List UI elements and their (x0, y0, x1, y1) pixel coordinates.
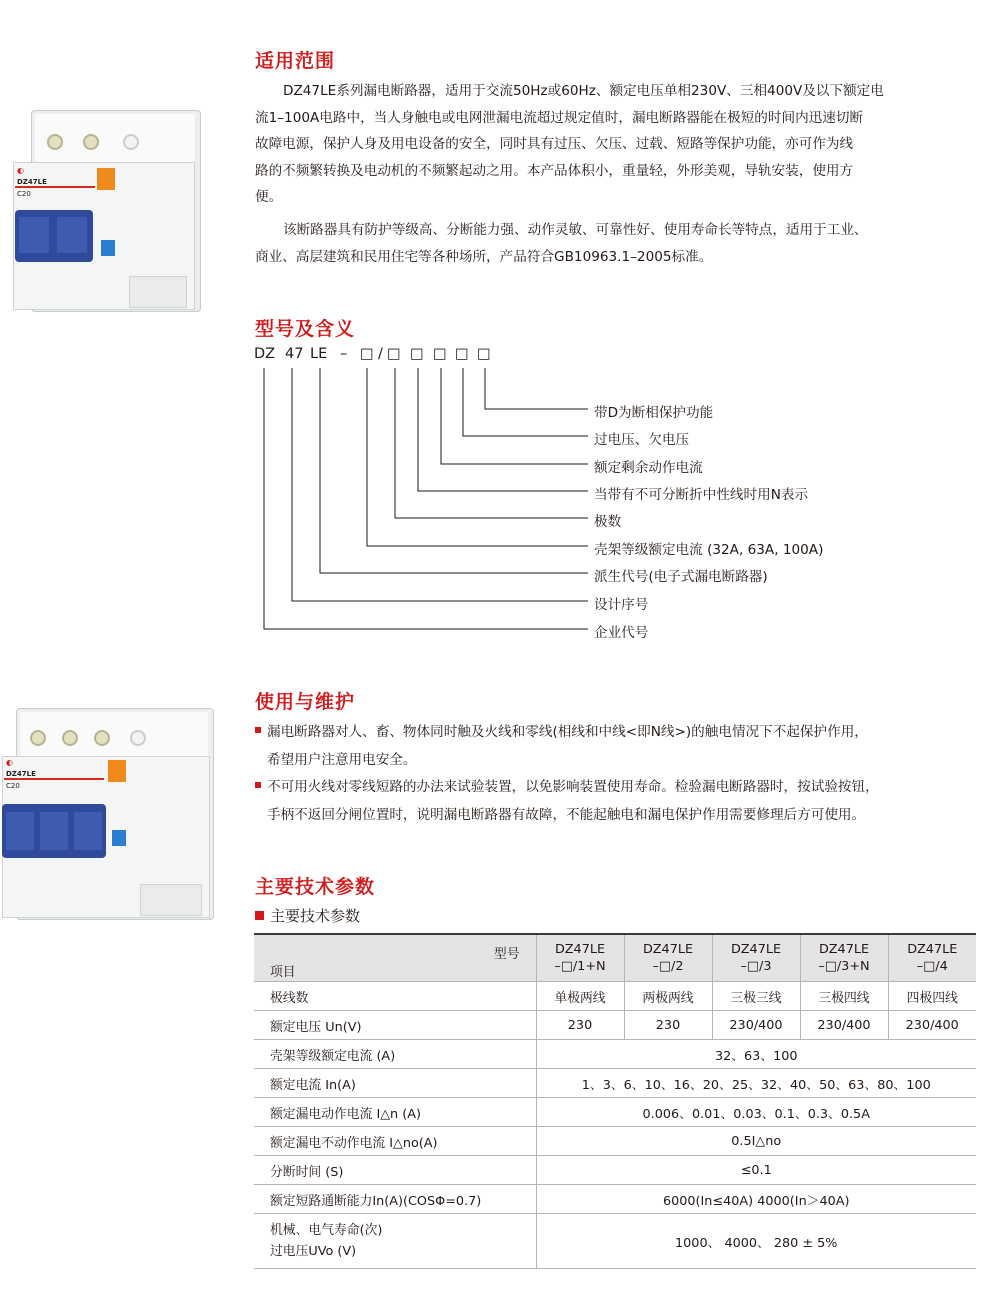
bullet-square-icon (255, 911, 264, 920)
breaker-model-label: DZ47LE (6, 770, 36, 778)
table-row (254, 1069, 976, 1098)
cell: 单极两线 (536, 982, 624, 1011)
merged-cell: 32、63、100 (536, 1040, 976, 1069)
leader-line (418, 368, 588, 491)
header-model-label: 型号 (493, 947, 520, 962)
row-label: 壳架等级额定电流 (A) (254, 1040, 536, 1069)
model-header-cell: DZ47LE –□/1+N (536, 935, 624, 982)
table-row (254, 982, 976, 1011)
model-code-box: □ (477, 346, 491, 362)
legend-frame-current: 壳架等级额定电流 (32A, 63A, 100A) (594, 542, 824, 558)
leader-line (485, 368, 588, 409)
legend-company-code: 企业代号 (594, 625, 649, 641)
cell: 230 (536, 1011, 624, 1040)
merged-cell: 1、3、6、10、16、20、25、32、40、50、63、80、100 (536, 1069, 976, 1098)
scope-line: 便。 (255, 189, 283, 205)
row-label-multiline: 机械、电气寿命(次) 过电压UVo (V) (254, 1214, 536, 1269)
leader-line (264, 368, 588, 629)
table-row (254, 1127, 976, 1156)
legend-over-under-voltage: 过电压、欠电压 (594, 432, 690, 448)
legend-neutral: 当带有不可分断折中性线时用N表示 (594, 487, 809, 503)
model-code-dz: DZ (254, 346, 276, 362)
bullet-square-icon (255, 782, 261, 788)
section-title-scope: 适用范围 (255, 50, 336, 72)
legend-residual-current: 额定剩余动作电流 (594, 460, 703, 476)
terminal-screw-icon (130, 730, 146, 746)
row-label: 额定漏电不动作电流 I△no(A) (254, 1127, 536, 1156)
leader-line (463, 368, 588, 436)
cell: 230/400 (888, 1011, 976, 1040)
usage-bullet: 漏电断路器对人、畜、物体同时触及火线和零线(相线和中线<即N线>)的触电情况下不起保护作用， 希望用户注意用电安全。 (255, 719, 985, 774)
model-code-dash: – (340, 346, 348, 362)
leader-line (367, 368, 588, 546)
cell: 四极四线 (888, 982, 976, 1011)
scope-line: 故障电源，保护人身及用电设备的安全，同时具有过压、欠压、过载、短路等保护功能，亦可作为线 (255, 136, 854, 152)
model-code-box: □ (387, 346, 401, 362)
model-header-cell: DZ47LE –□/4 (888, 935, 976, 982)
merged-cell: 0.006、0.01、0.03、0.1、0.3、0.5A (536, 1098, 976, 1127)
legend-derivative-code: 派生代号(电子式漏电断路器) (594, 569, 768, 585)
leader-line (320, 368, 588, 573)
cell: 三极四线 (800, 982, 888, 1011)
legend-design-number: 设计序号 (594, 597, 649, 613)
table-row (254, 1185, 976, 1214)
model-header-cell: DZ47LE –□/2 (624, 935, 712, 982)
merged-cell: 0.5I△no (536, 1127, 976, 1156)
table-row (254, 1214, 976, 1269)
model-code-box: □ (360, 346, 374, 362)
terminal-screw-icon (30, 730, 46, 746)
row-label: 分断时间 (S) (254, 1156, 536, 1185)
header-corner-cell (254, 935, 536, 982)
usage-bullet: 不可用火线对零线短路的办法来试验装置，以免影响装置使用寿命。检验漏电断路器时，按试验按钮， 手柄不返回分闸位置时，说明漏电断路器有故障，不能起触电和漏电保护作用需要修理后方可使用。 (255, 774, 985, 829)
section-title-usage: 使用与维护 (255, 691, 356, 713)
scope-line: 路的不频繁转换及电动机的不频繁起动之用。本产品体积小，重量轻，外形美观，导轨安装，使用方 (255, 162, 854, 179)
legend-poles: 极数 (594, 514, 622, 530)
section-title-specs: 主要技术参数 (255, 876, 376, 898)
merged-cell: 1000、 4000、 280 ± 5% (536, 1214, 976, 1269)
specs-subtitle: 主要技术参数 (255, 905, 360, 926)
cell: 230/400 (712, 1011, 800, 1040)
row-label: 极线数 (254, 982, 536, 1011)
row-label: 额定电压 Un(V) (254, 1011, 536, 1040)
model-code-box: □ (455, 346, 469, 362)
scope-line: 商业、高层建筑和民用住宅等各种场所，产品符合GB10963.1–2005标准。 (255, 248, 713, 265)
scope-line: 该断路器具有防护等级高、分断能力强、动作灵敏、可靠性好、使用寿命长等特点，适用于工业、 (283, 222, 868, 238)
leader-line (395, 368, 588, 518)
table-header-row (254, 935, 976, 982)
bullet-square-icon (255, 727, 261, 733)
scope-line: DZ47LE系列漏电断路器，适用于交流50Hz或60Hz、额定电压单相230V、三相400V及以下额定电 (283, 83, 884, 99)
table-row (254, 1098, 976, 1127)
breaker-rating-label: C20 (6, 782, 20, 790)
breaker-rating-label: C20 (17, 190, 31, 198)
product-image-3pole: ◐ DZ47LE C20 (0, 700, 215, 920)
header-item-label: 项目 (270, 965, 296, 980)
cell: 230/400 (800, 1011, 888, 1040)
table-row (254, 1040, 976, 1069)
terminal-screw-icon (94, 730, 110, 746)
model-code-le: LE (310, 346, 328, 362)
merged-cell: ≤0.1 (536, 1156, 976, 1185)
row-label: 额定漏电动作电流 I△n (A) (254, 1098, 536, 1127)
test-button (108, 760, 126, 782)
table-row (254, 1011, 976, 1040)
merged-cell: 6000(In≤40A) 4000(In＞40A) (536, 1185, 976, 1214)
model-code-box: □ (433, 346, 447, 362)
row-label: 额定短路通断能力In(A)(COSΦ=0.7) (254, 1185, 536, 1214)
reset-indicator (112, 830, 126, 846)
specs-table (254, 933, 976, 1269)
model-code-box: □ (410, 346, 424, 362)
product-image-2pole: ◐ DZ47LE C20 (5, 100, 205, 315)
cell: 两极两线 (624, 982, 712, 1011)
leader-line (292, 368, 588, 601)
scope-line: 流1–100A电路中，当人身触电或电网泄漏电流超过规定值时，漏电断路器能在极短的时间内迅速切断 (255, 109, 864, 126)
table-row (254, 1156, 976, 1185)
legend-phase-loss: 带D为断相保护功能 (594, 405, 714, 421)
breaker-model-label: DZ47LE (17, 178, 47, 186)
row-label: 额定电流 In(A) (254, 1069, 536, 1098)
section-title-model: 型号及含义 (255, 318, 356, 340)
cell: 230 (624, 1011, 712, 1040)
model-header-cell: DZ47LE –□/3+N (800, 935, 888, 982)
model-code-47: 47 (285, 346, 304, 362)
red-stripe (4, 778, 104, 780)
model-code-slash: / (378, 346, 383, 362)
cell: 三极三线 (712, 982, 800, 1011)
terminal-screw-icon (62, 730, 78, 746)
model-header-cell: DZ47LE –□/3 (712, 935, 800, 982)
